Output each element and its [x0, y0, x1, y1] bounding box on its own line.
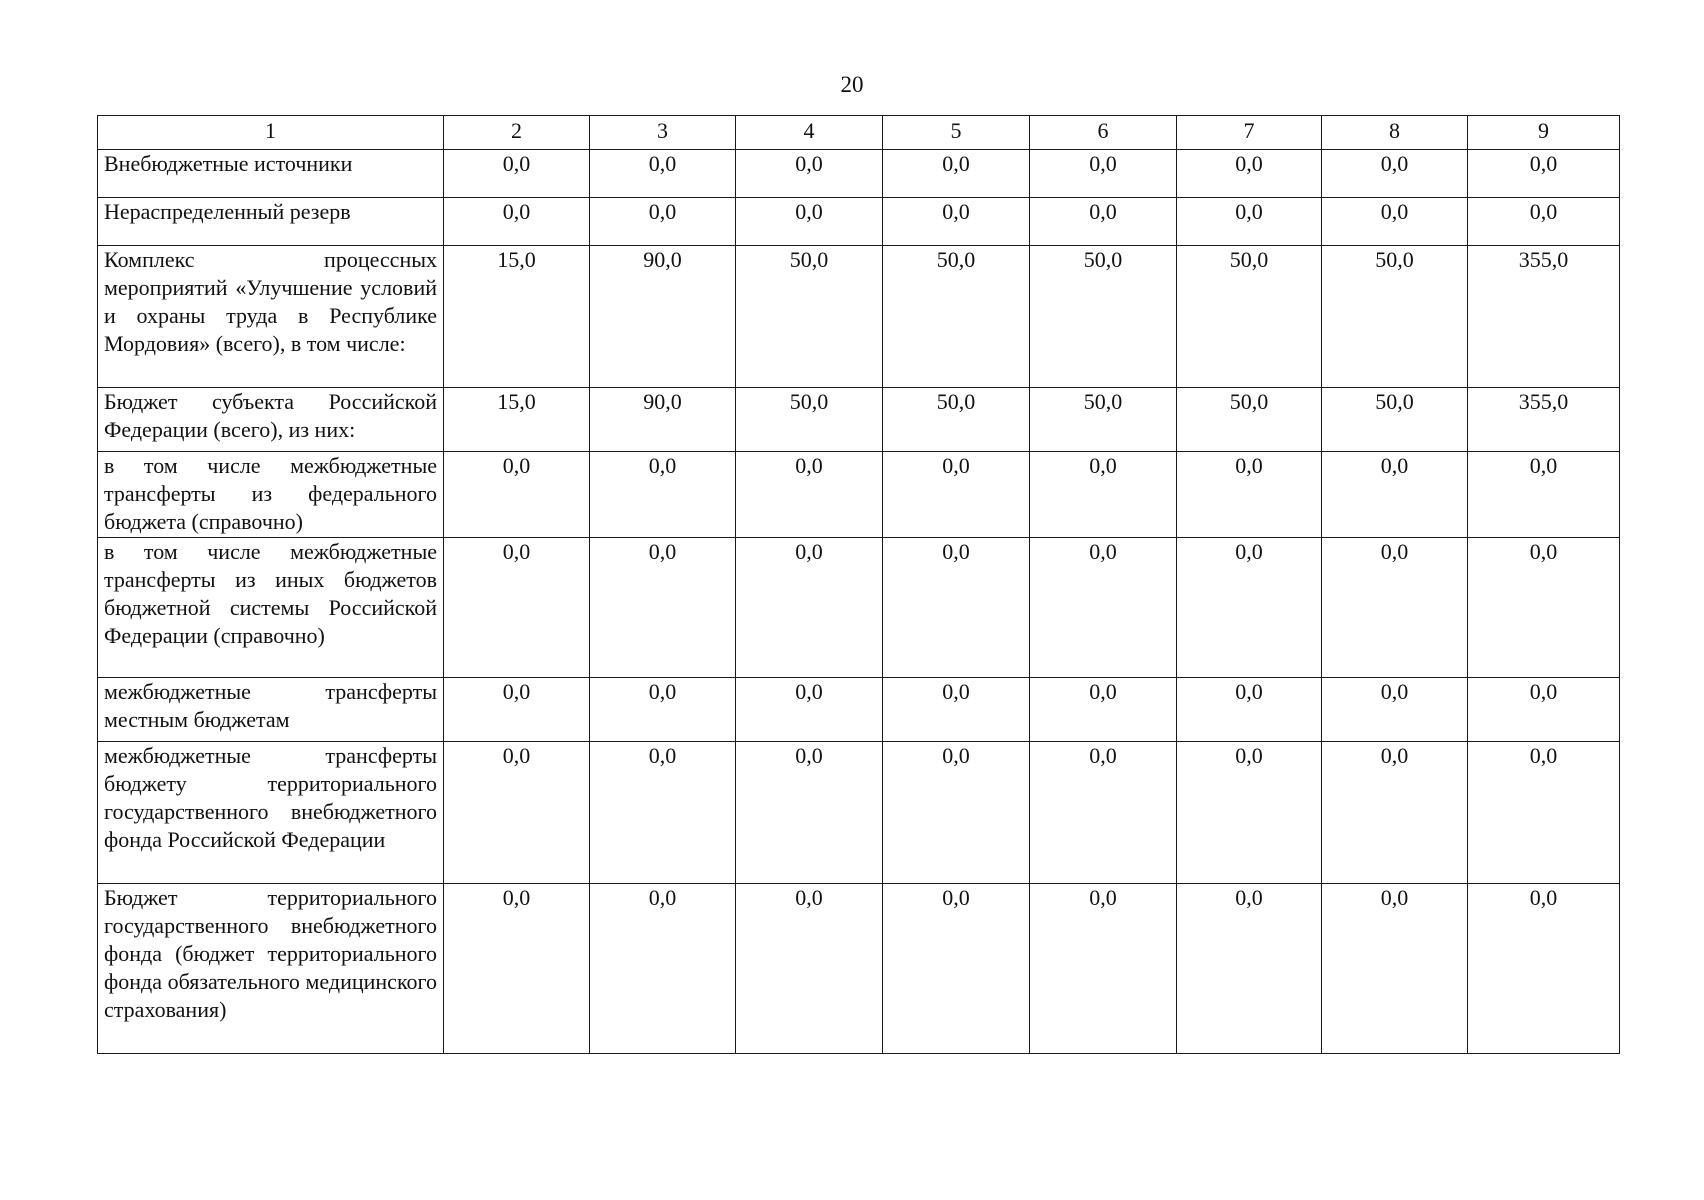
value-cell: 0,0: [1322, 742, 1468, 884]
value-cell: 0,0: [444, 538, 590, 678]
row-label: межбюджетные трансферты бюджету территориального государственного внебюджетного фонда Российской Федерации: [98, 742, 444, 884]
row-label: Комплекс процессных мероприятий «Улучшение условий и охраны труда в Республике Мордовия» (всего), в том числе:: [98, 246, 444, 388]
value-cell: 0,0: [1177, 198, 1322, 246]
value-cell: 0,0: [1468, 150, 1620, 198]
value-cell: 0,0: [1322, 452, 1468, 538]
value-cell: 50,0: [736, 246, 883, 388]
value-cell: 50,0: [1177, 246, 1322, 388]
row-label: в том числе межбюджетные трансферты из иных бюджетов бюджетной системы Российской Федерации (справочно): [98, 538, 444, 678]
value-cell: 0,0: [883, 538, 1030, 678]
value-cell: 355,0: [1468, 388, 1620, 452]
value-cell: 0,0: [444, 742, 590, 884]
table-row: [98, 742, 1620, 884]
value-cell: 0,0: [883, 678, 1030, 742]
value-cell: 0,0: [736, 198, 883, 246]
value-cell: 50,0: [1322, 388, 1468, 452]
table-row: [98, 538, 1620, 678]
value-cell: 355,0: [1468, 246, 1620, 388]
value-cell: 15,0: [444, 246, 590, 388]
value-cell: 50,0: [1030, 388, 1177, 452]
row-label: Внебюджетные источники: [98, 150, 444, 198]
page-number: 20: [840, 72, 864, 97]
value-cell: 0,0: [1030, 742, 1177, 884]
table-row: [98, 884, 1620, 1054]
value-cell: 0,0: [1468, 452, 1620, 538]
value-cell: 50,0: [736, 388, 883, 452]
value-cell: 0,0: [1177, 150, 1322, 198]
table-row: [98, 150, 1620, 198]
column-header: 9: [1468, 116, 1620, 150]
table-row: [98, 198, 1620, 246]
value-cell: 0,0: [1030, 452, 1177, 538]
value-cell: 0,0: [1468, 884, 1620, 1054]
value-cell: 50,0: [1322, 246, 1468, 388]
value-cell: 15,0: [444, 388, 590, 452]
value-cell: 0,0: [1322, 198, 1468, 246]
column-header: 7: [1177, 116, 1322, 150]
value-cell: 50,0: [883, 388, 1030, 452]
column-header: 4: [736, 116, 883, 150]
column-header: 8: [1322, 116, 1468, 150]
value-cell: 0,0: [883, 884, 1030, 1054]
budget-table: [97, 115, 1620, 1054]
value-cell: 90,0: [590, 388, 736, 452]
value-cell: 0,0: [736, 884, 883, 1054]
value-cell: 0,0: [1030, 884, 1177, 1054]
value-cell: 0,0: [1177, 452, 1322, 538]
value-cell: 0,0: [1468, 678, 1620, 742]
value-cell: 0,0: [590, 150, 736, 198]
value-cell: 0,0: [1177, 538, 1322, 678]
value-cell: 0,0: [736, 538, 883, 678]
value-cell: 0,0: [1030, 198, 1177, 246]
value-cell: 0,0: [590, 452, 736, 538]
row-label: Бюджет субъекта Российской Федерации (всего), из них:: [98, 388, 444, 452]
value-cell: 0,0: [883, 150, 1030, 198]
column-header: 3: [590, 116, 736, 150]
table-row: [98, 452, 1620, 538]
table-row: [98, 246, 1620, 388]
row-label: Бюджет территориального государственного внебюджетного фонда (бюджет территориального фонда обязательного медицинского страхования): [98, 884, 444, 1054]
value-cell: 0,0: [444, 678, 590, 742]
value-cell: 0,0: [590, 678, 736, 742]
header-row: [98, 116, 1620, 150]
value-cell: 0,0: [883, 198, 1030, 246]
value-cell: 0,0: [590, 538, 736, 678]
row-label: межбюджетные трансферты местным бюджетам: [98, 678, 444, 742]
value-cell: 0,0: [736, 150, 883, 198]
value-cell: 0,0: [444, 452, 590, 538]
value-cell: 0,0: [1468, 538, 1620, 678]
value-cell: 0,0: [590, 884, 736, 1054]
value-cell: 0,0: [590, 742, 736, 884]
value-cell: 0,0: [590, 198, 736, 246]
value-cell: 50,0: [1030, 246, 1177, 388]
value-cell: 0,0: [1030, 150, 1177, 198]
value-cell: 0,0: [736, 678, 883, 742]
value-cell: 0,0: [1322, 150, 1468, 198]
value-cell: 0,0: [1030, 678, 1177, 742]
value-cell: 0,0: [1322, 678, 1468, 742]
value-cell: 0,0: [883, 742, 1030, 884]
value-cell: 0,0: [883, 452, 1030, 538]
value-cell: 90,0: [590, 246, 736, 388]
value-cell: 50,0: [1177, 388, 1322, 452]
value-cell: 0,0: [1177, 742, 1322, 884]
column-header: 2: [444, 116, 590, 150]
table-row: [98, 678, 1620, 742]
value-cell: 0,0: [1030, 538, 1177, 678]
value-cell: 0,0: [444, 884, 590, 1054]
value-cell: 0,0: [444, 150, 590, 198]
column-header: 1: [98, 116, 444, 150]
row-label: Нераспределенный резерв: [98, 198, 444, 246]
value-cell: 0,0: [1468, 198, 1620, 246]
value-cell: 0,0: [1177, 884, 1322, 1054]
value-cell: 0,0: [1468, 742, 1620, 884]
row-label: в том числе межбюджетные трансферты из федерального бюджета (справочно): [98, 452, 444, 538]
value-cell: 0,0: [444, 198, 590, 246]
value-cell: 0,0: [1322, 538, 1468, 678]
value-cell: 0,0: [1177, 678, 1322, 742]
value-cell: 0,0: [1322, 884, 1468, 1054]
column-header: 5: [883, 116, 1030, 150]
value-cell: 0,0: [736, 742, 883, 884]
value-cell: 0,0: [736, 452, 883, 538]
column-header: 6: [1030, 116, 1177, 150]
table-row: [98, 388, 1620, 452]
value-cell: 50,0: [883, 246, 1030, 388]
